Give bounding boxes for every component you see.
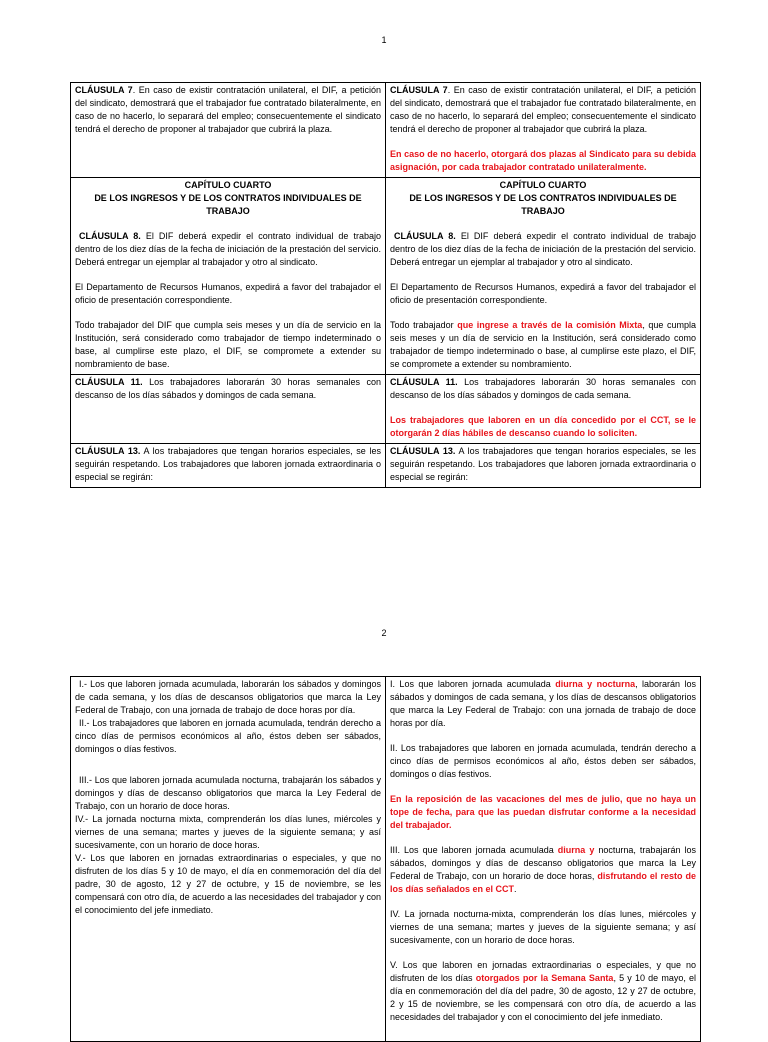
clause-text: A los trabajadores que tengan horarios especiales, se les seguirán respetando. Los trabajadores que laboren jornada extraordinaria o especial se regirán: — [390, 446, 696, 482]
clause-text: , que cumpla seis meses y un día de servicio en la Institución, será considerado como trabajador de tiempo indeterminado o base, al cumplirse este plazo, el DIF, se compromete a extender su nombramiento. — [390, 320, 696, 369]
clause-text: . En caso de existir contratación unilateral, el DIF, a petición del sindicato, demostrará que el trabajador fue contratado bilateralmente, en caso de no hacerlo, lo separará del empleo; consecuentemente el sindicato tendrá el derecho de proponer al trabajador que cubrirá la plaza. — [75, 85, 381, 134]
clause-label: CLÁUSULA 11. — [75, 377, 143, 387]
table-row — [71, 83, 701, 178]
page-number-1: 1 — [381, 35, 387, 45]
clause-label: CLÁUSULA 7 — [75, 85, 133, 95]
clause-text: Todo trabajador del DIF que cumpla seis meses y un día de servicio en la Institución, será considerado como trabajador de tiempo indeterminado o base, al cumplirse este plazo, el DIF, se compromete a extender su nombramiento de base. — [75, 320, 381, 369]
fraction-iii: III. Los que laboren jornada acumulada — [390, 845, 558, 855]
chapter-subtitle: DE LOS INGRESOS Y DE LOS CONTRATOS INDIVIDUALES DE TRABAJO — [409, 193, 677, 216]
comparison-table-page-2 — [70, 676, 701, 1042]
table-row — [71, 375, 701, 444]
fraction-iv: IV.- La jornada nocturna mixta, comprenderán los días lunes, miércoles y viernes de una semana; martes y jueves de la siguiente semana; y así sucesivamente, con un horario de doce horas. — [75, 814, 381, 850]
cell-original — [71, 83, 386, 178]
fraction-i: I. Los que laboren jornada acumulada — [390, 679, 556, 689]
added-text: diurna y nocturna — [555, 679, 636, 689]
clause-text: A los trabajadores que tengan horarios especiales, se les seguirán respetando. Los trabajadores que laboren jornada extraordinaria o especial se regirán: — [75, 446, 381, 482]
added-text: disfrutando el resto de los días señalados en el CCT — [390, 871, 696, 894]
comparison-table-page-1 — [70, 82, 701, 488]
cell-original — [71, 444, 386, 488]
added-text: diurna y — [557, 845, 595, 855]
clause-label: CLÁUSULA 7 — [390, 85, 448, 95]
cell-proposal — [386, 677, 701, 1042]
cell-proposal — [386, 375, 701, 444]
clause-text: Los trabajadores laborarán 30 horas semanales con descanso de los días sábados y domingos de cada semana. — [390, 377, 696, 400]
cell-original — [71, 178, 386, 375]
clause-label: CLÁUSULA 8. — [79, 231, 141, 241]
fraction-ii: II. Los trabajadores que laboren en jornada acumulada, tendrán derecho a cinco días de permisos económicos al año, éstos deben ser sábados, domingos o días festivos. — [390, 743, 696, 779]
table-row — [71, 444, 701, 488]
clause-text: . En caso de existir contratación unilateral, el DIF, a petición del sindicato, demostrará que el trabajador fue contratado bilateralmente, en caso de no hacerlo, lo separará del empleo; consecuentemente el sindicato tendrá el derecho de proponer al trabajador que cubrirá la plaza. — [390, 85, 696, 134]
fraction-i-rest: , laborarán los sábados y domingos de cada semana, y los días de descansos obligatorios que marca la Ley Federal de Trabajo: con una jornada de trabajo de doce horas por día. — [390, 679, 696, 728]
fraction-v: V. Los que laboren en jornadas extraordinarias o especiales, y que no disfruten de los días — [390, 960, 696, 983]
fraction-iv: IV. La jornada nocturna-mixta, comprenderán los días lunes, miércoles y viernes de una semana; martes y jueves de la siguiente semana; y así sucesivamente, con un horario de doce horas. — [390, 909, 696, 945]
chapter-subtitle: DE LOS INGRESOS Y DE LOS CONTRATOS INDIVIDUALES DE TRABAJO — [94, 193, 362, 216]
cell-proposal — [386, 444, 701, 488]
chapter-title: CAPÍTULO CUARTO — [499, 180, 587, 190]
clause-label: CLÁUSULA 13. — [390, 446, 456, 456]
fraction-iii-rest: nocturna, trabajarán los sábados, domingos y días de descanso obligatorios que marca la Ley Federal de Trabajo, con un horario de doce horas, — [390, 845, 696, 881]
clause-text: El Departamento de Recursos Humanos, expedirá a favor del trabajador el oficio de presentación correspondiente. — [75, 282, 381, 305]
table-row — [71, 677, 701, 1042]
chapter-title: CAPÍTULO CUARTO — [184, 180, 272, 190]
clause-text: El DIF deberá expedir el contrato individual de trabajo dentro de los diez días de la fecha de iniciación de la prestación del servicio. Deberá entregar un ejemplar al trabajador y otro al sindicato. — [390, 231, 697, 267]
clause-label: CLÁUSULA 11. — [390, 377, 458, 387]
fraction-iii-end: . — [514, 884, 517, 894]
fraction-i: I.- Los que laboren jornada acumulada, laborarán los sábados y domingos de cada semana, y los días de descansos obligatorios que marca la Ley Federal de Trabajo, con una jornada de trabajo de doce horas por día. — [75, 679, 381, 715]
added-text: Los trabajadores que laboren en un día concedido por el CCT, se le otorgarán 2 días hábiles de descanso cuando lo soliciten. — [390, 415, 696, 438]
added-text: En la reposición de las vacaciones del mes de julio, que no haya un tope de fecha, para que las puedan disfrutar conforme a la necesidad del trabajador. — [390, 794, 696, 830]
cell-proposal — [386, 83, 701, 178]
fraction-v: V.- Los que laboren en jornadas extraordinarias o especiales, y que no disfruten de los días 5 y 10 de mayo, el día en conmemoración del día del padre, 30 de agosto, 12 y 27 de octubre, y 15 de noviembre, se les compensará con otro día, de acuerdo a las necesidades del trabajador y con el conocimiento del jefe inmediato. — [75, 853, 381, 915]
page-number-2: 2 — [381, 628, 387, 638]
fraction-iii: III.- Los que laboren jornada acumulada nocturna, trabajarán los sábados y domingos y días de descanso obligatorios que marca la Ley Federal de Trabajo, con un horario de doce horas. — [75, 775, 381, 811]
added-text: otorgados por la Semana Santa — [475, 973, 614, 983]
clause-text: El Departamento de Recursos Humanos, expedirá a favor del trabajador el oficio de presentación correspondiente. — [390, 282, 696, 305]
cell-proposal — [386, 178, 701, 375]
cell-original — [71, 375, 386, 444]
fraction-ii: II.- Los trabajadores que laboren en jornada acumulada, tendrán derecho a cinco días de permisos económicos al año, éstos deben ser sábados, domingos o días festivos. — [75, 718, 381, 754]
fraction-v-rest: , 5 y 10 de mayo, el día en conmemoración del día del padre, 30 de agosto, 12 y 27 de octubre, 2 y 15 de noviembre, se les compensará con otro día, de acuerdo a las necesidades del trabajador y con el conocimiento del jefe inmediato. — [390, 973, 697, 1022]
clause-label: CLÁUSULA 13. — [75, 446, 141, 456]
added-text: que ingrese a través de la comisión Mixta — [457, 320, 643, 330]
clause-text: Los trabajadores laborarán 30 horas semanales con descanso de los días sábados y domingos de cada semana. — [75, 377, 381, 400]
table-row — [71, 178, 701, 375]
added-text: En caso de no hacerlo, otorgará dos plazas al Sindicato para su debida asignación, por cada trabajador contratado unilateralmente. — [390, 149, 696, 172]
cell-original — [71, 677, 386, 1042]
clause-text: El DIF deberá expedir el contrato individual de trabajo dentro de los diez días de la fecha de iniciación de la prestación del servicio. Deberá entregar un ejemplar al trabajador y otro al sindicato. — [75, 231, 382, 267]
clause-label: CLÁUSULA 8. — [394, 231, 456, 241]
clause-text: Todo trabajador — [390, 320, 458, 330]
